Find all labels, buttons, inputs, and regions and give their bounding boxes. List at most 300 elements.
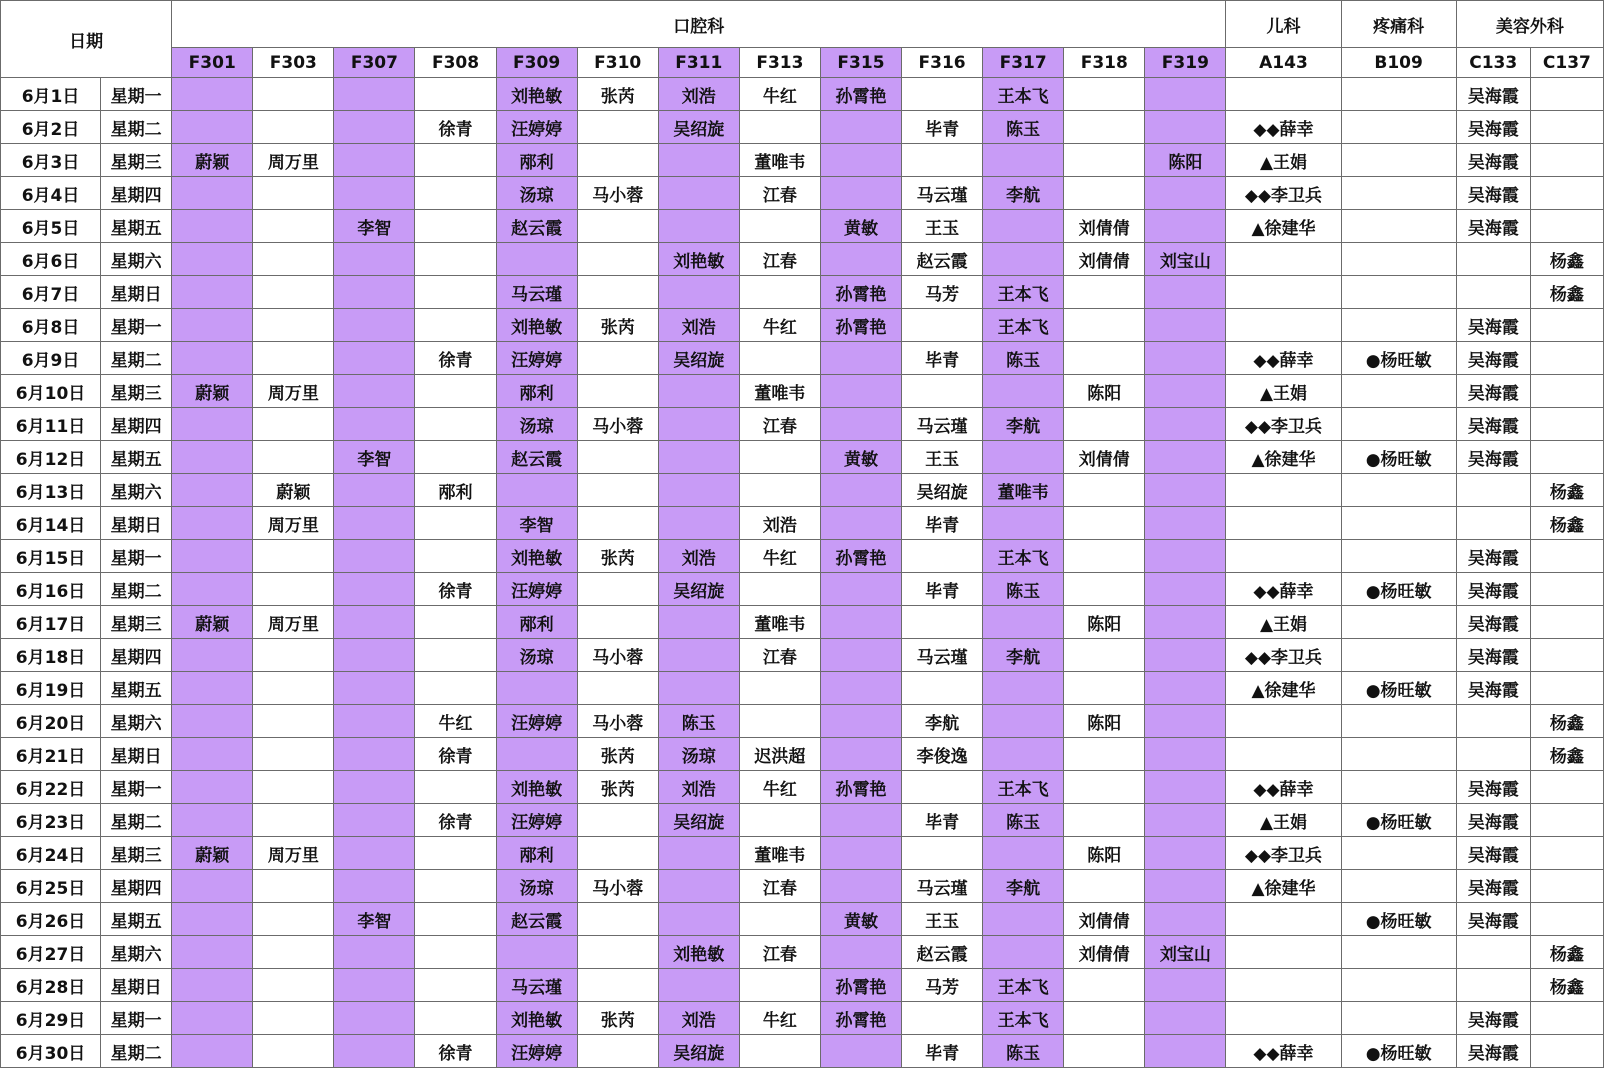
duty-cell — [1530, 606, 1603, 639]
duty-cell — [334, 309, 415, 342]
duty-cell: ▲徐建华 — [1226, 870, 1341, 903]
duty-cell: 牛红 — [739, 540, 820, 573]
duty-cell — [1064, 507, 1145, 540]
duty-cell: 杨鑫 — [1530, 969, 1603, 1002]
duty-cell — [577, 1035, 658, 1068]
duty-cell — [334, 1035, 415, 1068]
duty-cell — [253, 1002, 334, 1035]
table-row — [1, 177, 1604, 210]
duty-cell — [1530, 870, 1603, 903]
duty-cell — [172, 342, 253, 375]
duty-cell: 孙霄艳 — [820, 309, 901, 342]
weekday-cell: 星期日 — [101, 738, 172, 771]
room-header: C133 — [1456, 48, 1530, 78]
duty-cell: 陈阳 — [1145, 144, 1226, 177]
duty-cell — [1530, 111, 1603, 144]
duty-cell — [1145, 177, 1226, 210]
date-cell: 6月22日 — [1, 771, 101, 804]
duty-cell: 杨鑫 — [1530, 474, 1603, 507]
duty-cell — [1456, 474, 1530, 507]
duty-cell — [820, 375, 901, 408]
duty-cell — [820, 837, 901, 870]
duty-cell — [253, 408, 334, 441]
duty-cell — [983, 705, 1064, 738]
duty-cell: 刘浩 — [658, 78, 739, 111]
duty-cell — [739, 1035, 820, 1068]
duty-cell — [658, 144, 739, 177]
duty-cell — [902, 771, 983, 804]
duty-cell: 徐青 — [415, 111, 496, 144]
duty-cell — [172, 441, 253, 474]
duty-cell — [1341, 771, 1456, 804]
weekday-cell: 星期六 — [101, 936, 172, 969]
duty-cell — [902, 144, 983, 177]
table-row — [1, 771, 1604, 804]
table-row — [1, 870, 1604, 903]
date-cell: 6月17日 — [1, 606, 101, 639]
duty-cell — [1530, 837, 1603, 870]
duty-cell: 吴海霞 — [1456, 672, 1530, 705]
duty-cell — [1064, 408, 1145, 441]
duty-cell: 吴绍旋 — [658, 573, 739, 606]
room-header: F313 — [739, 48, 820, 78]
table-row — [1, 342, 1604, 375]
duty-cell: 周万里 — [253, 606, 334, 639]
duty-cell: 刘倩倩 — [1064, 441, 1145, 474]
duty-cell: 江春 — [739, 243, 820, 276]
weekday-cell: 星期二 — [101, 804, 172, 837]
duty-cell — [1341, 210, 1456, 243]
duty-cell: ◆◆李卫兵 — [1226, 639, 1341, 672]
room-header: C137 — [1530, 48, 1603, 78]
duty-cell — [172, 177, 253, 210]
table-row — [1, 144, 1604, 177]
duty-cell — [334, 1002, 415, 1035]
dept-header-cosmetic: 美容外科 — [1456, 1, 1603, 48]
duty-cell: ◆◆薛幸 — [1226, 573, 1341, 606]
duty-cell — [1064, 309, 1145, 342]
duty-cell — [1226, 738, 1341, 771]
weekday-cell: 星期五 — [101, 672, 172, 705]
duty-cell: 蔚颖 — [172, 375, 253, 408]
duty-cell — [415, 408, 496, 441]
duty-cell — [577, 573, 658, 606]
duty-cell — [1341, 837, 1456, 870]
duty-cell — [820, 804, 901, 837]
duty-cell — [253, 210, 334, 243]
duty-cell — [253, 573, 334, 606]
duty-cell — [496, 672, 577, 705]
table-row — [1, 738, 1604, 771]
weekday-cell: 星期三 — [101, 606, 172, 639]
duty-cell — [1456, 276, 1530, 309]
dept-header-oral: 口腔科 — [172, 1, 1226, 48]
duty-cell: 马小蓉 — [577, 408, 658, 441]
duty-cell: 杨鑫 — [1530, 507, 1603, 540]
duty-cell: 李智 — [334, 903, 415, 936]
duty-cell — [253, 639, 334, 672]
room-header: F317 — [983, 48, 1064, 78]
duty-cell — [334, 573, 415, 606]
duty-cell: 汤琼 — [496, 408, 577, 441]
duty-cell: 牛红 — [739, 771, 820, 804]
duty-cell: 孙霄艳 — [820, 771, 901, 804]
date-cell: 6月20日 — [1, 705, 101, 738]
room-header: F316 — [902, 48, 983, 78]
weekday-cell: 星期一 — [101, 540, 172, 573]
duty-cell — [334, 870, 415, 903]
duty-cell: 江春 — [739, 177, 820, 210]
weekday-cell: 星期五 — [101, 441, 172, 474]
duty-cell: 蔚颖 — [172, 837, 253, 870]
duty-cell: 蔚颖 — [172, 144, 253, 177]
duty-cell — [658, 639, 739, 672]
duty-cell — [658, 837, 739, 870]
duty-cell: ▲徐建华 — [1226, 441, 1341, 474]
duty-cell — [1064, 738, 1145, 771]
duty-cell — [1145, 870, 1226, 903]
room-header: A143 — [1226, 48, 1341, 78]
duty-cell — [1145, 738, 1226, 771]
weekday-cell: 星期日 — [101, 969, 172, 1002]
weekday-cell: 星期一 — [101, 1002, 172, 1035]
duty-cell — [496, 936, 577, 969]
duty-cell — [1456, 936, 1530, 969]
duty-cell — [820, 936, 901, 969]
duty-cell — [1145, 969, 1226, 1002]
duty-cell — [334, 540, 415, 573]
duty-cell — [983, 936, 1064, 969]
duty-cell — [253, 78, 334, 111]
duty-cell — [1145, 474, 1226, 507]
duty-cell: 吴海霞 — [1456, 144, 1530, 177]
duty-cell — [739, 474, 820, 507]
duty-cell — [1530, 78, 1603, 111]
duty-cell — [334, 837, 415, 870]
duty-cell — [172, 573, 253, 606]
room-header: F319 — [1145, 48, 1226, 78]
room-header: F309 — [496, 48, 577, 78]
duty-cell — [1530, 1035, 1603, 1068]
duty-cell — [1341, 408, 1456, 441]
duty-cell — [820, 738, 901, 771]
duty-cell: 徐青 — [415, 804, 496, 837]
duty-cell — [1456, 738, 1530, 771]
date-cell: 6月24日 — [1, 837, 101, 870]
duty-cell — [902, 837, 983, 870]
weekday-cell: 星期四 — [101, 408, 172, 441]
duty-cell — [1145, 903, 1226, 936]
weekday-cell: 星期三 — [101, 837, 172, 870]
date-cell: 6月3日 — [1, 144, 101, 177]
duty-cell: 吴海霞 — [1456, 177, 1530, 210]
duty-cell — [253, 870, 334, 903]
duty-cell — [577, 243, 658, 276]
duty-cell — [172, 309, 253, 342]
duty-cell: 邴利 — [496, 375, 577, 408]
duty-cell: 吴海霞 — [1456, 342, 1530, 375]
duty-cell — [1530, 771, 1603, 804]
duty-cell — [983, 441, 1064, 474]
duty-cell — [1530, 210, 1603, 243]
duty-cell — [1145, 408, 1226, 441]
duty-cell: 陈玉 — [983, 111, 1064, 144]
table-row — [1, 903, 1604, 936]
duty-cell — [1530, 342, 1603, 375]
duty-cell — [577, 210, 658, 243]
duty-cell — [820, 243, 901, 276]
duty-cell: 汤琼 — [496, 639, 577, 672]
duty-cell — [577, 837, 658, 870]
weekday-cell: 星期四 — [101, 639, 172, 672]
duty-cell — [1341, 639, 1456, 672]
duty-cell — [1064, 276, 1145, 309]
room-header: F311 — [658, 48, 739, 78]
duty-cell — [172, 276, 253, 309]
duty-cell — [1226, 78, 1341, 111]
duty-cell — [1145, 837, 1226, 870]
duty-cell: 孙霄艳 — [820, 540, 901, 573]
duty-cell — [1064, 771, 1145, 804]
duty-cell: 毕青 — [902, 342, 983, 375]
duty-cell: 刘浩 — [658, 1002, 739, 1035]
duty-cell — [983, 837, 1064, 870]
duty-cell: 徐青 — [415, 573, 496, 606]
table-row — [1, 408, 1604, 441]
duty-cell: 吴绍旋 — [658, 342, 739, 375]
duty-cell: 刘艳敏 — [658, 936, 739, 969]
duty-cell — [1530, 408, 1603, 441]
duty-cell — [1064, 177, 1145, 210]
duty-cell: ●杨旺敏 — [1341, 1035, 1456, 1068]
duty-cell — [1341, 969, 1456, 1002]
duty-cell — [415, 969, 496, 1002]
duty-cell — [334, 342, 415, 375]
duty-cell: 孙霄艳 — [820, 1002, 901, 1035]
duty-cell: 周万里 — [253, 144, 334, 177]
duty-cell — [334, 507, 415, 540]
duty-cell: 陈玉 — [658, 705, 739, 738]
duty-cell: 赵云霞 — [496, 903, 577, 936]
duty-cell — [253, 936, 334, 969]
weekday-cell: 星期二 — [101, 111, 172, 144]
table-row — [1, 243, 1604, 276]
duty-cell: ▲王娟 — [1226, 375, 1341, 408]
duty-cell: 吴海霞 — [1456, 573, 1530, 606]
duty-cell — [820, 408, 901, 441]
duty-cell — [253, 771, 334, 804]
duty-cell — [739, 705, 820, 738]
duty-cell: 吴海霞 — [1456, 78, 1530, 111]
duty-cell — [658, 507, 739, 540]
duty-cell — [820, 639, 901, 672]
duty-cell: 孙霄艳 — [820, 78, 901, 111]
duty-cell — [334, 78, 415, 111]
duty-cell — [1064, 969, 1145, 1002]
duty-cell: 汪婷婷 — [496, 705, 577, 738]
duty-cell: 张芮 — [577, 771, 658, 804]
duty-cell — [172, 78, 253, 111]
duty-cell: 吴绍旋 — [658, 111, 739, 144]
table-row — [1, 111, 1604, 144]
duty-cell: 李航 — [983, 177, 1064, 210]
duty-cell: ●杨旺敏 — [1341, 441, 1456, 474]
duty-cell — [172, 1035, 253, 1068]
duty-cell: 张芮 — [577, 738, 658, 771]
duty-cell — [334, 672, 415, 705]
room-header: F310 — [577, 48, 658, 78]
duty-cell — [577, 606, 658, 639]
duty-cell: 毕青 — [902, 573, 983, 606]
duty-cell: 毕青 — [902, 507, 983, 540]
duty-cell — [902, 672, 983, 705]
duty-cell: 汪婷婷 — [496, 1035, 577, 1068]
duty-cell: 董唯韦 — [739, 606, 820, 639]
date-cell: 6月12日 — [1, 441, 101, 474]
duty-cell: 陈阳 — [1064, 606, 1145, 639]
duty-cell: 张芮 — [577, 78, 658, 111]
duty-cell — [983, 738, 1064, 771]
duty-cell — [1341, 111, 1456, 144]
duty-cell — [415, 144, 496, 177]
duty-cell — [902, 375, 983, 408]
duty-cell: 吴海霞 — [1456, 639, 1530, 672]
date-cell: 6月13日 — [1, 474, 101, 507]
date-cell: 6月16日 — [1, 573, 101, 606]
date-header: 日期 — [1, 1, 172, 78]
duty-cell — [820, 1035, 901, 1068]
duty-cell — [658, 672, 739, 705]
date-cell: 6月10日 — [1, 375, 101, 408]
duty-cell — [253, 903, 334, 936]
table-row — [1, 540, 1604, 573]
duty-cell — [1341, 507, 1456, 540]
duty-cell — [334, 738, 415, 771]
duty-cell — [1064, 639, 1145, 672]
duty-cell: 马小蓉 — [577, 177, 658, 210]
duty-cell: 邴利 — [496, 837, 577, 870]
table-row — [1, 672, 1604, 705]
duty-cell: 吴海霞 — [1456, 1002, 1530, 1035]
duty-cell — [1341, 144, 1456, 177]
duty-cell — [1341, 243, 1456, 276]
room-header: F318 — [1064, 48, 1145, 78]
weekday-cell: 星期二 — [101, 573, 172, 606]
duty-cell — [1064, 111, 1145, 144]
duty-cell — [253, 243, 334, 276]
room-header-row — [1, 48, 1604, 78]
table-row — [1, 804, 1604, 837]
duty-cell: ◆◆薛幸 — [1226, 342, 1341, 375]
duty-cell — [253, 276, 334, 309]
table-row — [1, 639, 1604, 672]
duty-cell: 陈阳 — [1064, 375, 1145, 408]
duty-cell: ▲王娟 — [1226, 606, 1341, 639]
duty-cell — [820, 705, 901, 738]
duty-cell: 吴海霞 — [1456, 870, 1530, 903]
duty-cell: ●杨旺敏 — [1341, 573, 1456, 606]
duty-cell: 王玉 — [902, 210, 983, 243]
duty-cell: 马芳 — [902, 969, 983, 1002]
duty-cell — [1145, 342, 1226, 375]
duty-cell — [1226, 474, 1341, 507]
duty-cell — [983, 144, 1064, 177]
duty-cell — [1145, 540, 1226, 573]
duty-cell — [1064, 540, 1145, 573]
duty-cell: 刘宝山 — [1145, 936, 1226, 969]
duty-cell — [1530, 144, 1603, 177]
duty-cell: 王本飞 — [983, 309, 1064, 342]
duty-cell — [739, 573, 820, 606]
duty-cell: 刘倩倩 — [1064, 903, 1145, 936]
table-row — [1, 441, 1604, 474]
duty-cell: 马云瑾 — [496, 969, 577, 1002]
duty-cell — [1530, 309, 1603, 342]
duty-cell: 刘艳敏 — [496, 309, 577, 342]
duty-cell — [1456, 507, 1530, 540]
duty-cell — [334, 144, 415, 177]
duty-cell — [172, 936, 253, 969]
duty-cell: 董唯韦 — [983, 474, 1064, 507]
duty-cell — [1064, 78, 1145, 111]
dept-header-pain: 疼痛科 — [1341, 1, 1456, 48]
duty-cell — [1226, 705, 1341, 738]
department-header-row — [1, 1, 1604, 48]
duty-cell: 王本飞 — [983, 1002, 1064, 1035]
duty-cell — [415, 507, 496, 540]
weekday-cell: 星期四 — [101, 870, 172, 903]
duty-cell — [1226, 540, 1341, 573]
duty-cell: 陈阳 — [1064, 837, 1145, 870]
duty-cell: 马小蓉 — [577, 639, 658, 672]
duty-cell: 董唯韦 — [739, 375, 820, 408]
duty-cell — [577, 474, 658, 507]
duty-cell — [820, 507, 901, 540]
duty-cell: 江春 — [739, 870, 820, 903]
table-row — [1, 969, 1604, 1002]
duty-cell — [577, 903, 658, 936]
duty-cell — [415, 78, 496, 111]
duty-cell — [1064, 870, 1145, 903]
duty-cell — [334, 111, 415, 144]
duty-cell — [820, 177, 901, 210]
date-cell: 6月9日 — [1, 342, 101, 375]
duty-cell — [739, 276, 820, 309]
weekday-cell: 星期二 — [101, 342, 172, 375]
duty-cell: ●杨旺敏 — [1341, 804, 1456, 837]
duty-cell — [1145, 441, 1226, 474]
duty-cell: 江春 — [739, 936, 820, 969]
duty-cell — [902, 309, 983, 342]
duty-cell: 徐青 — [415, 1035, 496, 1068]
duty-cell: 毕青 — [902, 804, 983, 837]
duty-cell — [172, 408, 253, 441]
duty-cell — [1226, 936, 1341, 969]
duty-cell: 李智 — [496, 507, 577, 540]
duty-cell: 赵云霞 — [902, 243, 983, 276]
duty-cell: 杨鑫 — [1530, 738, 1603, 771]
duty-cell — [415, 936, 496, 969]
duty-cell: 刘艳敏 — [496, 540, 577, 573]
duty-cell — [1226, 507, 1341, 540]
duty-cell — [1456, 705, 1530, 738]
duty-cell — [1145, 1002, 1226, 1035]
date-cell: 6月27日 — [1, 936, 101, 969]
room-header: F307 — [334, 48, 415, 78]
duty-cell — [1341, 474, 1456, 507]
duty-cell — [1226, 903, 1341, 936]
date-cell: 6月7日 — [1, 276, 101, 309]
